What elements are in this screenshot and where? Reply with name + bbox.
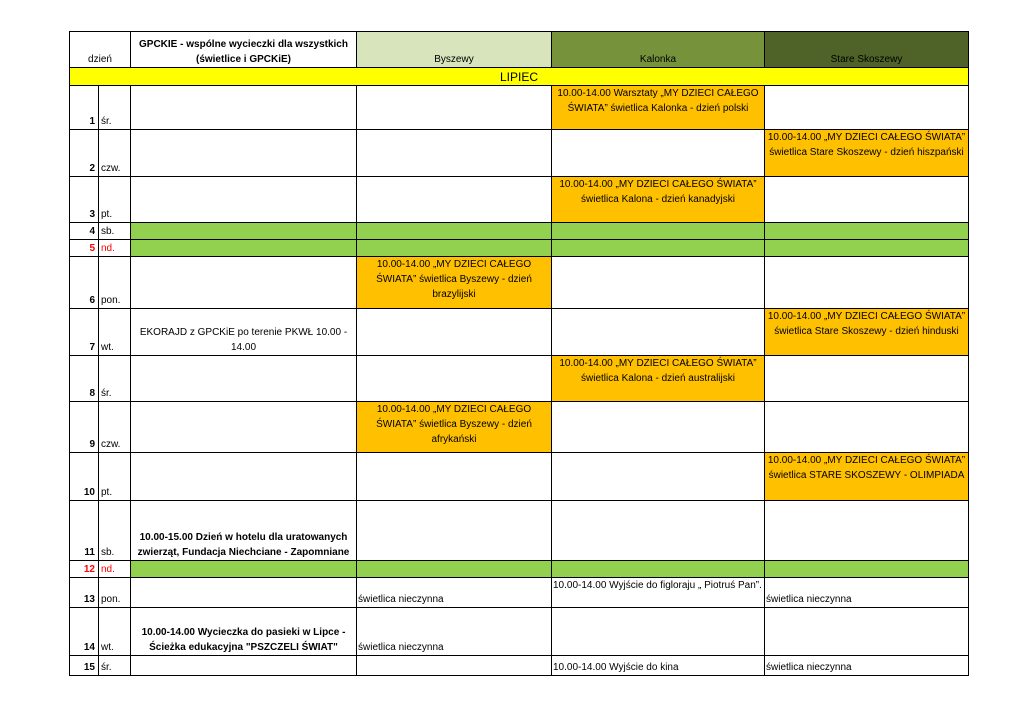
kalonka-cell [552,240,765,257]
gpckie-cell: 10.00-14.00 Wycieczka do pasieki w Lipce - Ścieżka edukacyjna "PSZCZELI ŚWIAT" [131,608,357,656]
stare-cell [765,257,969,309]
day-name: czw. [99,402,131,453]
gpckie-cell [131,356,357,402]
byszewy-cell [357,309,552,356]
stare-cell [765,86,969,130]
header-gpckie: GPCKIE - wspólne wycieczki dla wszystkich (świetlice i GPCKiE) [131,32,357,68]
day-number: 13 [70,578,99,608]
day-number: 10 [70,453,99,501]
gpckie-cell [131,656,357,676]
gpckie-cell: EKORAJD z GPCKiE po terenie PKWŁ 10.00 - 14.00 [131,309,357,356]
kalonka-cell: 10.00-14.00 „MY DZIECI CAŁEGO ŚWIATA” świetlica Kalona - dzień australijski [552,356,765,402]
header-byszewy: Byszewy [357,32,552,68]
day-number: 11 [70,501,99,561]
kalonka-cell [552,223,765,240]
gpckie-cell [131,177,357,223]
day-name: śr. [99,356,131,402]
byszewy-cell: 10.00-14.00 „MY DZIECI CAŁEGO ŚWIATA” świetlica Byszewy - dzień afrykański [357,402,552,453]
byszewy-cell [357,177,552,223]
day-number: 12 [70,561,99,578]
kalonka-cell [552,130,765,177]
table-row [70,130,969,177]
day-number: 8 [70,356,99,402]
table-row [70,309,969,356]
byszewy-cell [357,223,552,240]
stare-cell: świetlica nieczynna [765,578,969,608]
byszewy-cell [357,356,552,402]
table-row [70,86,969,130]
stare-cell [765,561,969,578]
header-kalonka: Kalonka [552,32,765,68]
gpckie-cell [131,223,357,240]
day-number: 2 [70,130,99,177]
day-number: 9 [70,402,99,453]
byszewy-cell [357,130,552,177]
table-row [70,501,969,561]
day-name: nd. [99,240,131,257]
stare-cell [765,177,969,223]
kalonka-cell [552,309,765,356]
gpckie-cell [131,257,357,309]
byszewy-cell [357,656,552,676]
table-row [70,578,969,608]
table-row [70,356,969,402]
gpckie-cell [131,130,357,177]
byszewy-cell [357,240,552,257]
day-name: sb. [99,501,131,561]
gpckie-cell [131,453,357,501]
day-name: pon. [99,257,131,309]
day-number: 3 [70,177,99,223]
month-row [70,68,969,86]
day-name: pon. [99,578,131,608]
schedule-table [69,31,969,676]
kalonka-cell: 10.00-14.00 „MY DZIECI CAŁEGO ŚWIATA” świetlica Kalona - dzień kanadyjski [552,177,765,223]
table-row [70,656,969,676]
table-row [70,453,969,501]
stare-cell: 10.00-14.00 „MY DZIECI CAŁEGO ŚWIATA” świetlica Stare Skoszewy - dzień hiszpański [765,130,969,177]
table-row [70,240,969,257]
stare-cell: 10.00-14.00 „MY DZIECI CAŁEGO ŚWIATA” świetlica STARE SKOSZEWY - OLIMPIADA [765,453,969,501]
day-name: śr. [99,656,131,676]
day-name: śr. [99,86,131,130]
table-row [70,402,969,453]
day-number: 6 [70,257,99,309]
stare-cell [765,223,969,240]
gpckie-cell [131,240,357,257]
day-number: 15 [70,656,99,676]
stare-cell [765,608,969,656]
month-label: LIPIEC [70,68,969,86]
header-day: dzień [70,32,131,68]
header-stare-skoszewy: Stare Skoszewy [765,32,969,68]
gpckie-cell [131,86,357,130]
table-row [70,177,969,223]
day-number: 7 [70,309,99,356]
day-name: czw. [99,130,131,177]
kalonka-cell [552,561,765,578]
table-row [70,257,969,309]
byszewy-cell [357,453,552,501]
stare-cell [765,240,969,257]
table-row [70,223,969,240]
stare-cell [765,356,969,402]
day-name: wt. [99,608,131,656]
kalonka-cell [552,608,765,656]
day-name: wt. [99,309,131,356]
byszewy-cell [357,501,552,561]
gpckie-cell: 10.00-15.00 Dzień w hotelu dla uratowanych zwierząt, Fundacja Niechciane - Zapomniane [131,501,357,561]
byszewy-cell [357,86,552,130]
gpckie-cell [131,402,357,453]
byszewy-cell: świetlica nieczynna [357,578,552,608]
day-number: 1 [70,86,99,130]
kalonka-cell: 10.00-14.00 Warsztaty „MY DZIECI CAŁEGO ŚWIATA” świetlica Kalonka - dzień polski [552,86,765,130]
kalonka-cell: 10.00-14.00 Wyjście do kina [552,656,765,676]
kalonka-cell [552,257,765,309]
gpckie-cell [131,578,357,608]
day-name: sb. [99,223,131,240]
day-number: 5 [70,240,99,257]
gpckie-cell [131,561,357,578]
header-row [70,32,969,68]
byszewy-cell [357,561,552,578]
kalonka-cell: 10.00-14.00 Wyjście do figloraju „ Piotruś Pan”. [552,578,765,608]
kalonka-cell [552,501,765,561]
table-row [70,561,969,578]
stare-cell: 10.00-14.00 „MY DZIECI CAŁEGO ŚWIATA” świetlica Stare Skoszewy - dzień hinduski [765,309,969,356]
byszewy-cell: świetlica nieczynna [357,608,552,656]
day-name: pt. [99,177,131,223]
stare-cell [765,501,969,561]
kalonka-cell [552,453,765,501]
stare-cell [765,402,969,453]
day-number: 4 [70,223,99,240]
table-row [70,608,969,656]
day-number: 14 [70,608,99,656]
byszewy-cell: 10.00-14.00 „MY DZIECI CAŁEGO ŚWIATA” świetlica Byszewy - dzień brazylijski [357,257,552,309]
day-name: pt. [99,453,131,501]
stare-cell: świetlica nieczynna [765,656,969,676]
day-name: nd. [99,561,131,578]
kalonka-cell [552,402,765,453]
